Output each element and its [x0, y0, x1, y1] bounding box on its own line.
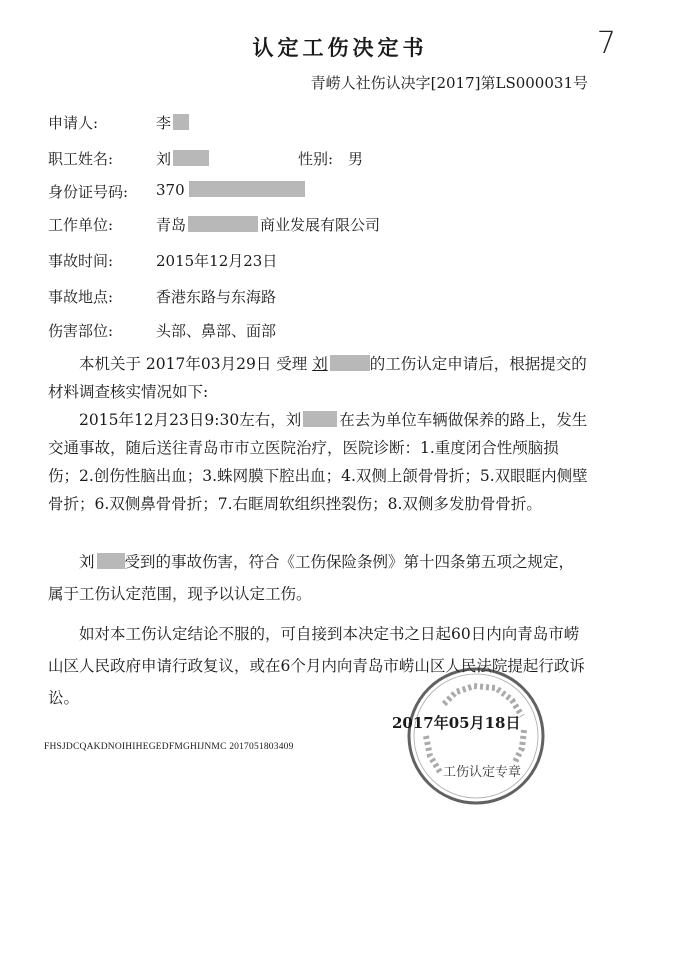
- employer-value: 青岛 商业发展有限公司: [156, 216, 381, 234]
- handwritten-page-mark: 7: [596, 26, 616, 61]
- applicant-name-underlined: 刘: [312, 355, 370, 373]
- paragraph-facts: 2015年12月23日9:30左右，刘 在去为单位车辆做保养的路上，发生交通事故，随后送往青岛市市立医院治疗，医院诊断：1.重度闭合性颅脑损伤；2.创伤性脑出血；3.蛛网膜下腔出血；4.双侧上颌骨骨折；5.双眼眶内侧壁骨折；6.双侧鼻骨骨折；7.右眶周软组织挫裂伤；8.双侧多发肋骨骨折。: [48, 411, 588, 513]
- gender-value: 男: [348, 150, 364, 168]
- redaction-block: [188, 216, 258, 232]
- redaction-block: [303, 411, 337, 427]
- paragraph-determination: 刘 受到的事故伤害，符合《工伤保险条例》第十四条第五项之规定，属于工伤认定范围，现予以认定工伤。: [48, 553, 575, 603]
- document-number: 青崂人社伤认决字[2017]第LS000031号: [310, 74, 588, 92]
- seal-text: 工伤认定专章: [442, 765, 522, 780]
- official-seal-stamp: [404, 664, 548, 808]
- applicant-label: 申请人:: [48, 114, 99, 132]
- accident-time-value: 2015年12月23日: [156, 252, 278, 270]
- redaction-block: [173, 114, 189, 130]
- employer-label: 工作单位:: [48, 216, 114, 234]
- redaction-block: [173, 150, 209, 166]
- id-number-label: 身份证号码:: [48, 183, 129, 201]
- paragraph-acceptance: 本机关于 2017年03月29日 受理 刘 的工伤认定申请后，根据提交的材料调查核实情况如下:: [48, 355, 587, 401]
- injury-part-label: 伤害部位:: [48, 322, 114, 340]
- redaction-block: [189, 181, 305, 197]
- document-title: 认定工伤决定书: [252, 35, 428, 60]
- applicant-value: 李: [156, 112, 189, 133]
- decision-date: 2017年05月18日: [392, 714, 521, 732]
- worker-name-value: 刘: [156, 148, 209, 169]
- accident-time-label: 事故时间:: [48, 252, 114, 270]
- redaction-block: [97, 553, 125, 569]
- redaction-block: [330, 355, 370, 371]
- accident-place-label: 事故地点:: [48, 288, 114, 306]
- accident-place-value: 香港东路与东海路: [156, 288, 277, 306]
- gender-label: 性别:: [298, 150, 334, 168]
- injury-part-value: 头部、鼻部、面部: [156, 322, 277, 340]
- document-verification-code: FHSJDCQAKDNOIHIHEGEDFMGHIJNMC 2017051803409: [44, 742, 294, 752]
- id-number-value: 370: [156, 181, 305, 199]
- worker-name-label: 职工姓名:: [48, 150, 114, 168]
- paragraph-appeal-rights: 如对本工伤认定结论不服的，可自接到本决定书之日起60日内向青岛市崂山区人民政府申请行政复议，或在6个月内向青岛市崂山区人民法院提起行政诉讼。: [48, 625, 585, 707]
